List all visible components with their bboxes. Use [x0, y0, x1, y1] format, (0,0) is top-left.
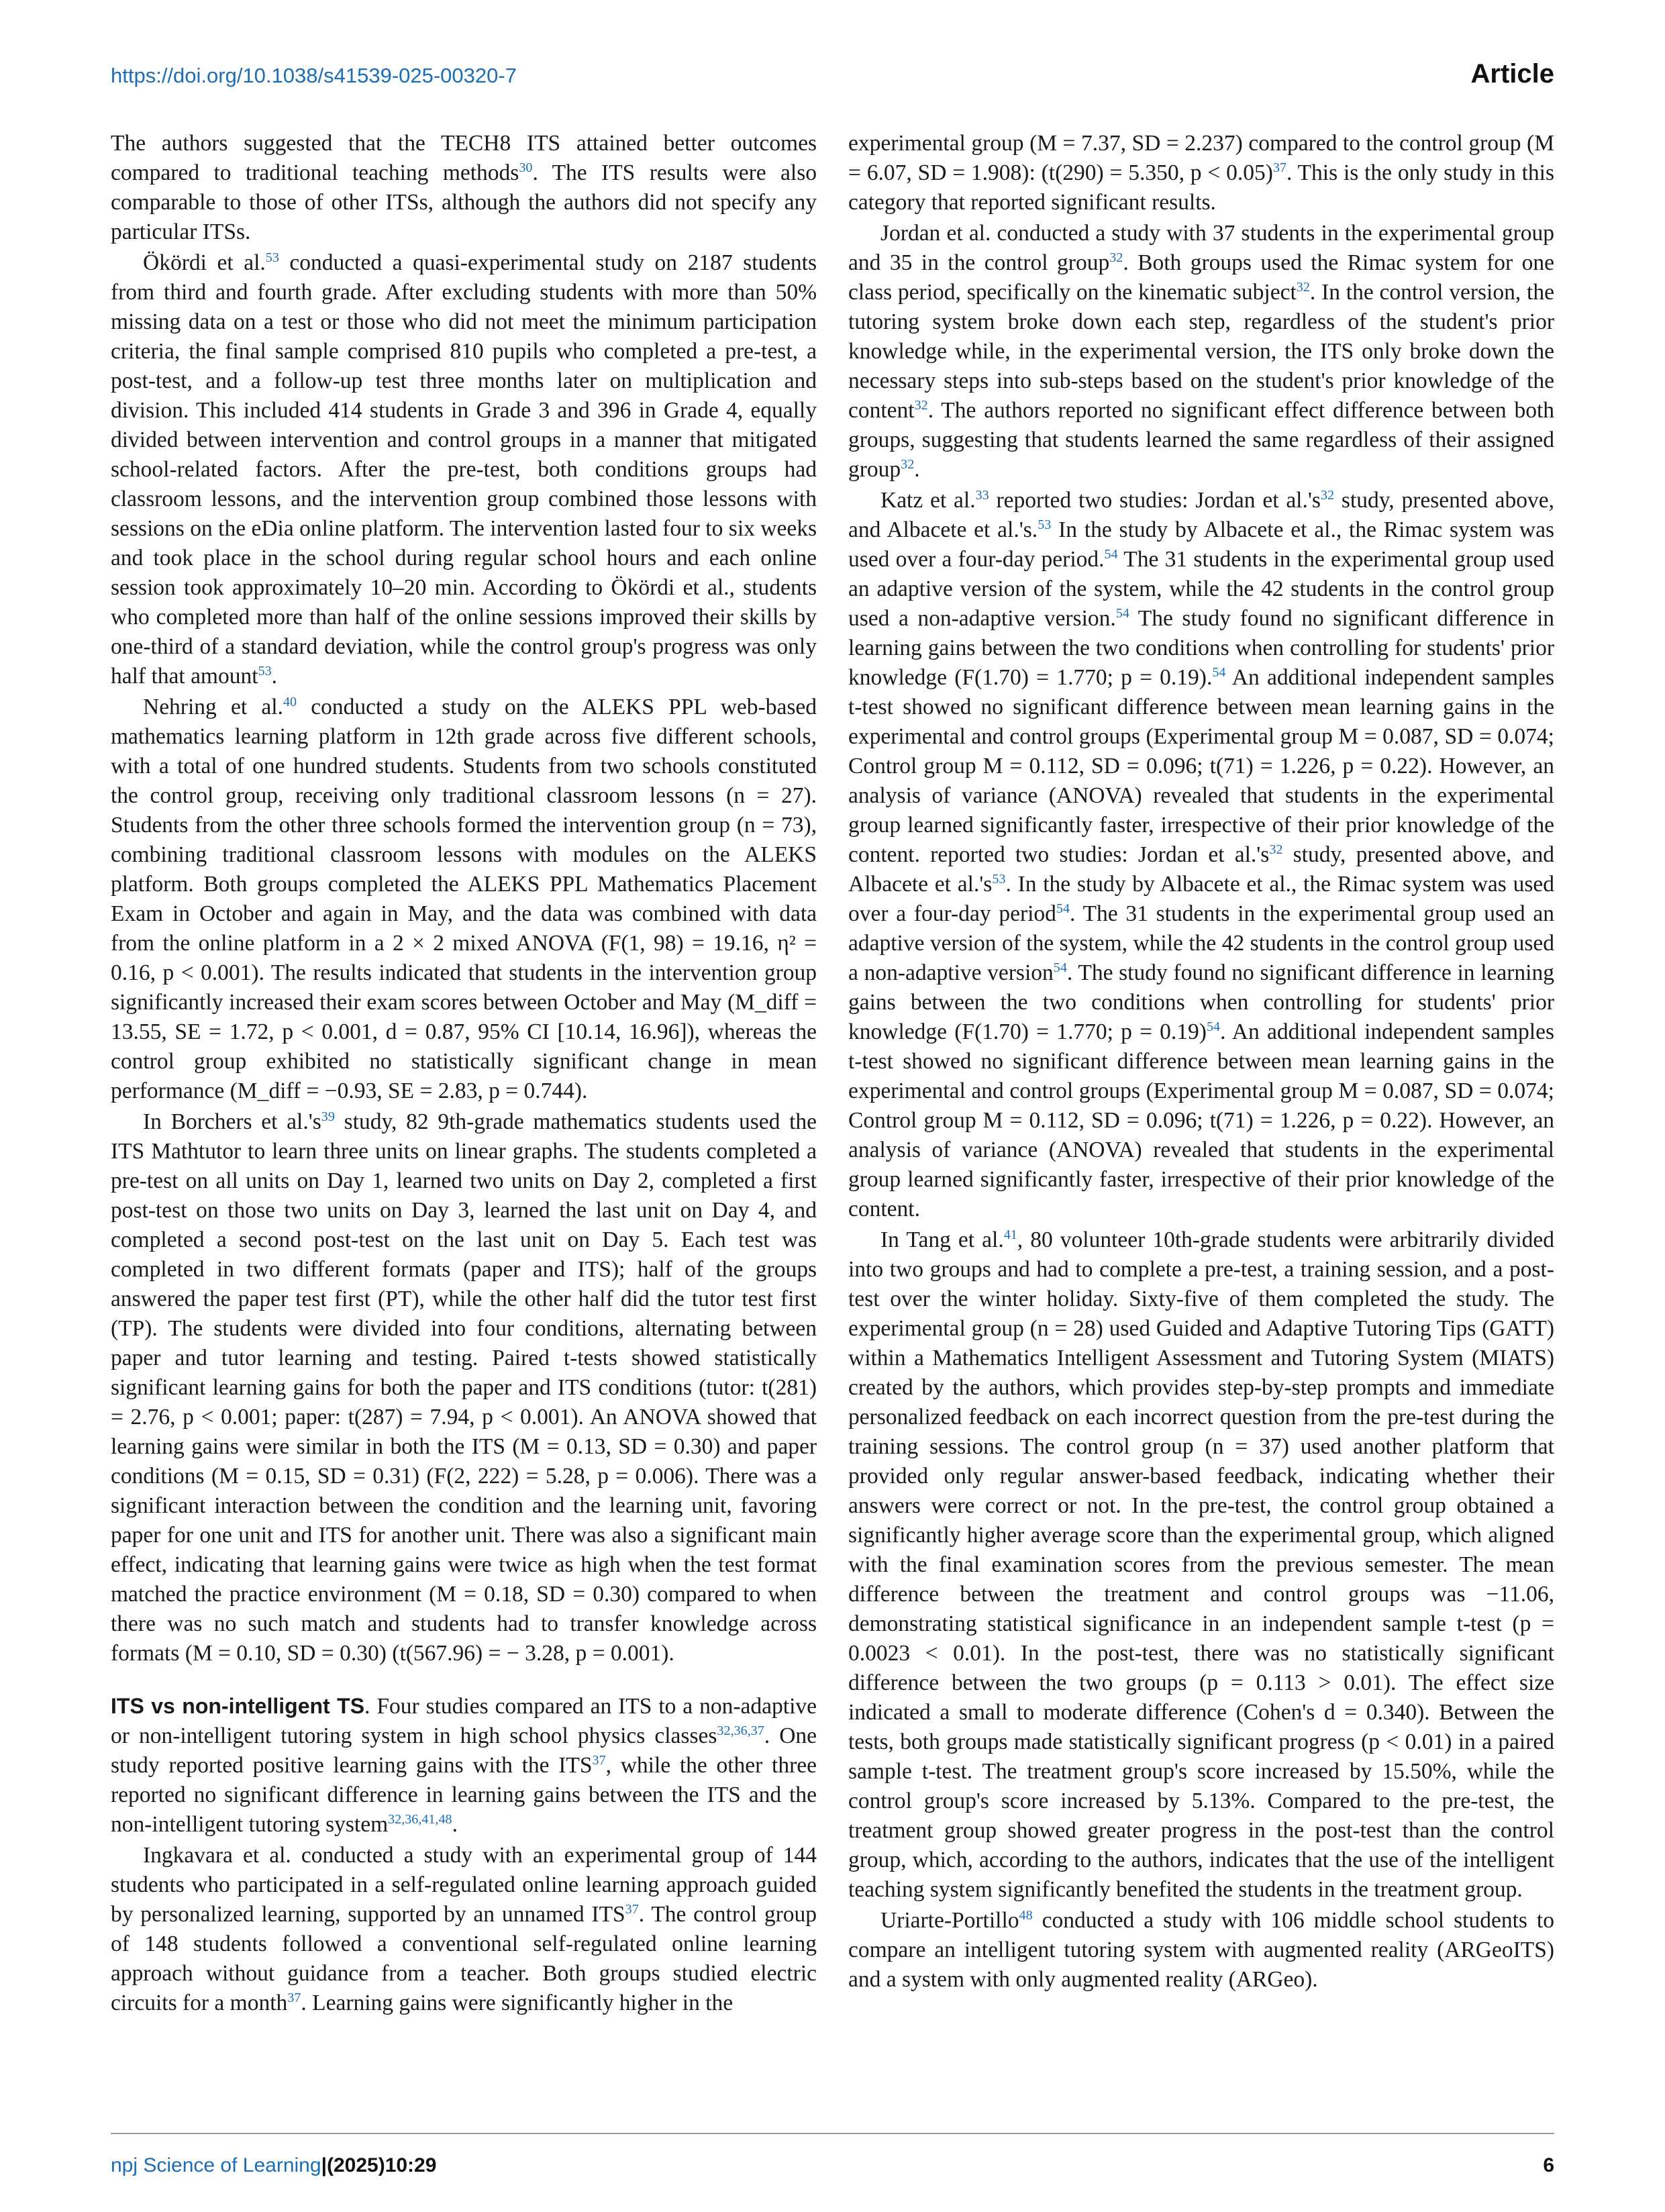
citation-ref[interactable]: 54 [1206, 1019, 1221, 1034]
paragraph: Jordan et al. conducted a study with 37 students in the experimental group and 35 in the control group$^{32}$. Both groups used the Rimac system for one class period, specifically on the kinematic subject$^{32}$. In the control version, the tutoring system broke down each step, regardless of the student's prior knowledge while, in the experimental version, the ITS only broke down the necessary steps into sub-steps based on the student's prior knowledge of the content$^{32}$. The authors reported no significant effect difference between both groups, suggesting that students learned the same regardless of their assigned group$^{32}$. [848, 221, 1554, 482]
paragraph: In Borchers et al.'s$^{39}$ study, 82 9th-grade mathematics students used the ITS Mathtutor to learn three units on linear graphs. The students completed a pre-test on all units on Day 1, learned two units on Day 2, completed a first post-test on those two units on Day 3, learned the last unit on Day 4, and completed a second post-test on the last unit on Day 5. Each test was completed in two different formats (paper and ITS); half of the groups answered the paper test first (PT), while the other half did the tutor test first (TP). The students were divided into four conditions, alternating between paper and tutor learning and testing. Paired t-tests showed statistically significant learning gains for both the paper and ITS conditions (tutor: t(281) = 2.76, p < 0.001; paper: t(287) = 7.94, p < 0.001). An ANOVA showed that learning gains were similar in both the ITS (M = 0.13, SD = 0.30) and paper conditions (M = 0.15, SD = 0.31) (F(2, 222) = 5.28, p = 0.006). There was a significant interaction between the condition and the learning unit, favoring paper for one unit and ITS for another unit. There was also a significant main effect, indicating that learning gains were twice as high when the test format matched the practice environment (M = 0.18, SD = 0.30) compared to when there was no such match and students had to transfer knowledge across formats (M = 0.10, SD = 0.30) (t(567.96) = − 3.28, p = 0.001). [111, 1109, 817, 1666]
citation-ref[interactable]: 30 [519, 160, 533, 175]
citation-ref[interactable]: 54 [1104, 546, 1118, 562]
citation-ref[interactable]: 54 [1053, 960, 1067, 975]
footer-volume: (2025)10:29 [326, 2154, 437, 2176]
paragraph: In Tang et al.$^{41}$, 80 volunteer 10th-grade students were arbitrarily divided into two groups and had to complete a pre-test, a training session, and a post-test over the winter holiday. Sixty-five of them completed the study. The experimental group (n = 28) used Guided and Adaptive Tutoring Tips (GATT) within a Mathematics Intelligent Assessment and Tutoring System (MIATS) created by the authors, which provides step-by-step prompts and immediate personalized feedback on each incorrect question from the pre-test during the training sessions. The control group (n = 37) used another platform that provided only regular answer-based feedback, indicating whether their answers were correct or not. In the pre-test, the control group obtained a significantly higher average score than the experimental group, which aligned with the final examination scores from the previous semester. The mean difference between the treatment and control groups was −11.06, demonstrating statistical significance in an independent sample t-test (p = 0.0023 < 0.01). In the post-test, there was no statistically significant difference between the two groups (p = 0.113 > 0.01). The effect size indicated a small to moderate difference (Cohen's d = 0.340). Between the tests, both groups made statistically significant progress (p < 0.01) in a paired sample t-test. The treatment group's score increased by 15.50%, while the control group's score increased by 5.13%. Compared to the pre-test, the treatment group showed greater progress in the post-test than the control group, which, according to the authors, indicates that the use of the intelligent teaching system significantly benefited the students in the treatment group. [848, 1227, 1554, 1902]
citation-ref[interactable]: 40 [283, 694, 297, 709]
doi-link[interactable]: https://doi.org/10.1038/s41539-025-00320-7 [111, 64, 517, 87]
citation-ref[interactable]: 48 [1019, 1907, 1033, 1923]
citation-ref[interactable]: 32 [1109, 250, 1123, 265]
citation-ref[interactable]: 37 [287, 1990, 301, 2005]
citation-ref[interactable]: 39 [321, 1109, 335, 1124]
paragraph: Nehring et al.$^{40}$ conducted a study on the ALEKS PPL web-based mathematics learning platform in 12th grade across five different schools, with a total of one hundred students. Students from two schools constituted the control group, receiving only traditional classroom lessons (n = 27). Students from the other three schools formed the intervention group (n = 73), combining traditional classroom lessons with modules on the ALEKS platform. Both groups completed the ALEKS PPL Mathematics Placement Exam in October and again in May, and the data was combined with data from the online platform in a 2 × 2 mixed ANOVA (F(1, 98) = 19.16, η² = 0.16, p < 0.001). The results indicated that students in the intervention group significantly increased their exam scores between October and May (M_diff = 13.55, SE = 1.72, p < 0.001, d = 0.87, 95% CI [10.14, 16.96]), whereas the control group exhibited no statistically significant change in mean performance (M_diff = −0.93, SE = 2.83, p = 0.744). [111, 694, 817, 1103]
citation-ref[interactable]: 53 [1038, 517, 1052, 532]
paragraph: Ökördi et al.$^{53}$ conducted a quasi-experimental study on 2187 students from third and fourth grade. After excluding students with more than 50% missing data on a test or those who did not meet the minimum participation criteria, the final sample comprised 810 pupils who completed a pre-test, a post-test, and a follow-up test three months later on multiplication and division. This included 414 students in Grade 3 and 396 in Grade 4, equally divided between intervention and control groups in a manner that mitigated school-related factors. After the pre-test, both conditions groups had classroom lessons, and the intervention group combined those lessons with sessions on the eDia online platform. The intervention lasted four to six weeks and took place in the school during regular school hours and each online session took approximately 10–20 min. According to Ökördi et al., students who completed more than half of the online sessions improved their skills by one-third of a standard deviation, while the control group's progress was only half that amount$^{53}$. [111, 250, 817, 689]
footer-journal-name[interactable]: npj Science of Learning|(2025)10:29 [111, 2154, 437, 2176]
citation-ref[interactable]: 54 [1056, 901, 1070, 916]
citation-ref[interactable]: 53 [258, 663, 272, 678]
citation-ref[interactable]: 32 [914, 397, 928, 413]
citation-ref[interactable]: 32,36,37 [717, 1723, 764, 1738]
paragraph: The authors suggested that the TECH8 ITS attained better outcomes compared to traditional teaching methods$^{30}$. The ITS results were also comparable to those of other ITSs, although the authors did not specify any particular ITSs. [111, 131, 817, 244]
citation-ref[interactable]: 53 [265, 250, 279, 265]
paragraph: experimental group (M = 7.37, SD = 2.237) compared to the control group (M = 6.07, SD = 1.908): (t(290) = 5.350, p < 0.05)$^{37}$. This is the only study in this category that reported significant results. [848, 131, 1554, 215]
footer-divider [111, 2133, 1554, 2134]
citation-ref[interactable]: 32,36,41,48 [388, 1811, 452, 1827]
citation-ref[interactable]: 33 [975, 487, 989, 503]
paragraph: Ingkavara et al. conducted a study with an experimental group of 144 students who participated in a self-regulated online learning approach guided by personalized learning, supported by an unnamed ITS$^{37}$. The control group of 148 students followed a conventional self-regulated online learning approach without guidance from a teacher. Both groups studied electric circuits for a month$^{37}$. Learning gains were significantly higher in the [111, 1843, 817, 2015]
article-type-label: Article [1470, 59, 1554, 89]
citation-ref[interactable]: 37 [592, 1752, 606, 1768]
paragraph: Uriarte-Portillo$^{48}$ conducted a study with 106 middle school students to compare an intelligent tutoring system with augmented reality (ARGeoITS) and a system with only augmented reality (ARGeo). [848, 1907, 1554, 1992]
left-column [111, 129, 817, 2018]
citation-ref[interactable]: 53 [992, 871, 1006, 887]
citation-ref[interactable]: 32 [901, 456, 915, 472]
citation-ref[interactable]: 54 [1212, 664, 1226, 680]
citation-ref[interactable]: 37 [1272, 160, 1286, 175]
citation-ref[interactable]: 37 [625, 1901, 639, 1917]
section-heading: ITS vs non-intelligent TS [111, 1694, 365, 1718]
page-number: 6 [1543, 2154, 1554, 2176]
footer-separator: | [321, 2154, 327, 2176]
citation-ref[interactable]: 32 [1320, 487, 1335, 503]
paragraph: ITS vs non-intelligent TS. Four studies compared an ITS to a non-adaptive or non-intelligent tutoring system in high school physics classes$^{32,36,37}$. One study reported positive learning gains with the ITS$^{37}$, while the other three reported no significant difference in learning gains between the ITS and the non-intelligent tutoring system$^{32,36,41,48}$. [111, 1694, 817, 1837]
citation-ref[interactable]: 54 [1115, 605, 1129, 621]
citation-ref[interactable]: 41 [1003, 1227, 1017, 1242]
citation-ref[interactable]: 32 [1296, 279, 1310, 295]
paragraph: Katz et al.$^{33}$ reported two studies: Jordan et al.'s$^{32}$ study, presented above, and Albacete et al.'s.$^{53}$ In the study by Albacete et al., the Rimac system was used over a four-day period.$^{54}$ The 31 students in the experimental group used an adaptive version of the system, while the 42 students in the control group used a non-adaptive version.$^{54}$ The study found no significant difference in learning gains between the two conditions when controlling for students' prior knowledge (F(1.70) = 1.770; p = 0.19).$^{54}$ An additional independent samples t-test showed no significant difference between mean learning gains in the experimental and control groups (Experimental group M = 0.087, SD = 0.074; Control group M = 0.112, SD = 0.096; t(71) = 1.226, p = 0.22). However, an analysis of variance (ANOVA) revealed that students in the experimental group learned significantly faster, irrespective of their prior knowledge of the content. reported two studies: Jordan et al.'s$^{32}$ study, presented above, and Albacete et al.'s$^{53}$. In the study by Albacete et al., the Rimac system was used over a four-day period$^{54}$. The 31 students in the experimental group used an adaptive version of the system, while the 42 students in the control group used a non-adaptive version$^{54}$. The study found no significant difference in learning gains between the two conditions when controlling for students' prior knowledge (F(1.70) = 1.770; p = 0.19)$^{54}$. An additional independent samples t-test showed no significant difference between mean learning gains in the experimental and control groups (Experimental group M = 0.087, SD = 0.074; Control group M = 0.112, SD = 0.096; t(71) = 1.226, p = 0.22). However, an analysis of variance (ANOVA) revealed that students in the experimental group learned significantly faster, irrespective of their prior knowledge of the content. [848, 487, 1555, 1221]
right-column [848, 129, 1554, 1995]
citation-ref[interactable]: 32 [1269, 842, 1283, 857]
